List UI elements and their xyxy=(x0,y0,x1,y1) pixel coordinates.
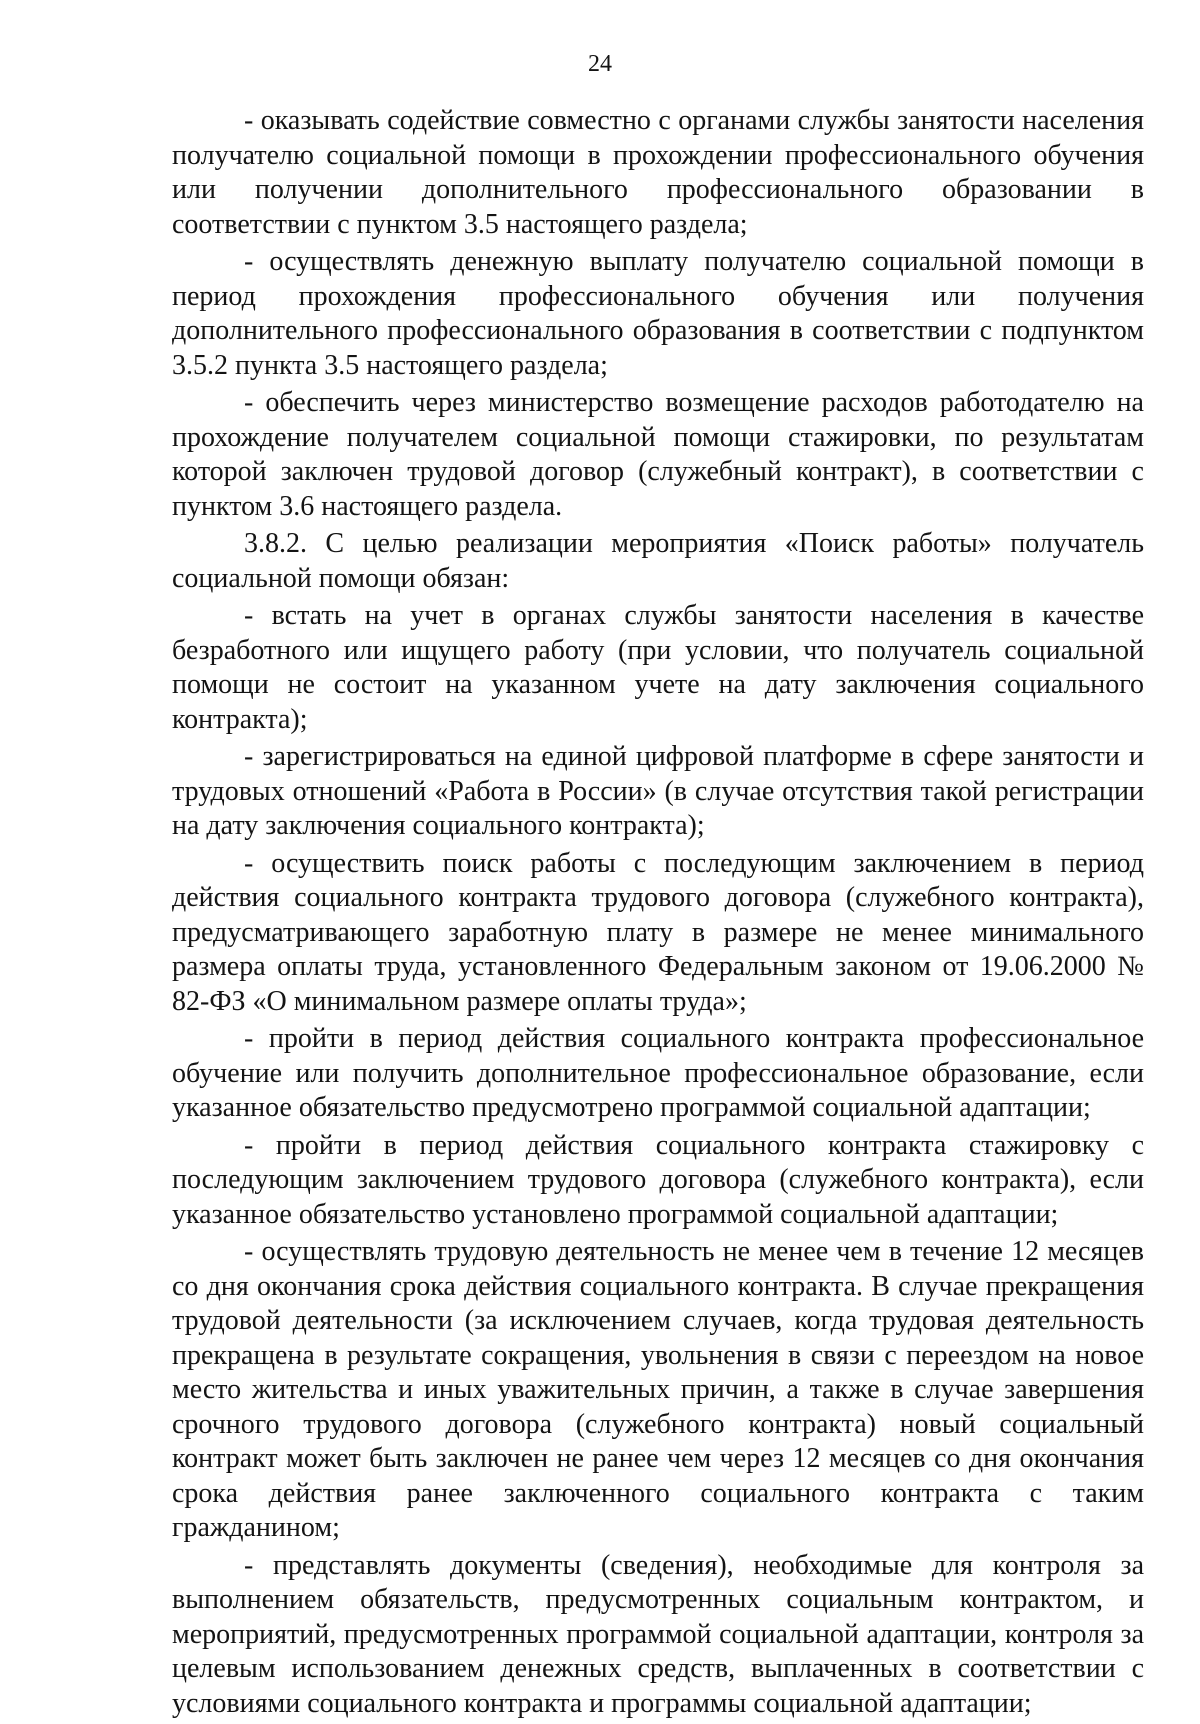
paragraph: - встать на учет в органах службы занятости населения в качестве безработного или ищущего работу (при условии, что получатель социальной помощи не состоит на указанном учете на дату заключения социального контракта); xyxy=(172,600,1144,735)
paragraph: - пройти в период действия социального контракта профессиональное обучение или получить дополнительное профессиональное образование, если указанное обязательство предусмотрено программой социальной адаптации; xyxy=(172,1023,1144,1123)
paragraph: - осуществлять трудовую деятельность не менее чем в течение 12 месяцев со дня окончания срока действия социального контракта. В случае прекращения трудовой деятельности (за исключением случаев, когда трудовая деятельность прекращена в результате сокращения, увольнения в связи с переездом на новое место жительства и иных уважительных причин, а также в случае завершения срочного трудового договора (служебного контракта) новый социальный контракт может быть заключен не ранее чем через 12 месяцев со дня окончания срока действия ранее заключенного социального контракта с таким гражданином; xyxy=(172,1236,1144,1543)
document-body xyxy=(172,104,1144,1724)
paragraph: - обеспечить через министерство возмещение расходов работодателю на прохождение получателем социальной помощи стажировки, по результатам которой заключен трудовой договор (служебный контракт), в соответствии с пунктом 3.6 настоящего раздела. xyxy=(172,387,1144,522)
paragraph: - зарегистрироваться на единой цифровой платформе в сфере занятости и трудовых отношений «Работа в России» (в случае отсутствия такой регистрации на дату заключения социального контракта); xyxy=(172,741,1144,841)
paragraph: - оказывать содействие совместно с органами службы занятости населения получателю социальной помощи в прохождении профессионального обучения или получении дополнительного профессионального образовании в соответствии с пунктом 3.5 настоящего раздела; xyxy=(172,105,1144,240)
paragraph: - представлять документы (сведения), необходимые для контроля за выполнением обязательств, предусмотренных социальным контрактом, и мероприятий, предусмотренных программой социальной адаптации, контроля за целевым использованием денежных средств, выплаченных в соответствии с условиями социального контракта и программы социальной адаптации; xyxy=(172,1549,1144,1719)
page-number: 24 xyxy=(588,51,612,77)
paragraph: - осуществить поиск работы с последующим заключением в период действия социального контракта трудового договора (служебного контракта), предусматривающего заработную плату в размере не менее минимального размера оплаты труда, установленного Федеральным законом от 19.06.2000 № 82-ФЗ «О минимальном размере оплаты труда»; xyxy=(172,847,1144,1017)
paragraph: - пройти в период действия социального контракта стажировку с последующим заключением трудового договора (служебного контракта), если указанное обязательство установлено программой социальной адаптации; xyxy=(172,1129,1144,1230)
paragraph: - осуществлять денежную выплату получателю социальной помощи в период прохождения профессионального обучения или получения дополнительного профессионального образования в соответствии с подпунктом 3.5.2 пункта 3.5 настоящего раздела; xyxy=(172,246,1144,381)
paragraph: 3.8.2. С целью реализации мероприятия «Поиск работы» получатель социальной помощи обязан: xyxy=(172,528,1144,594)
